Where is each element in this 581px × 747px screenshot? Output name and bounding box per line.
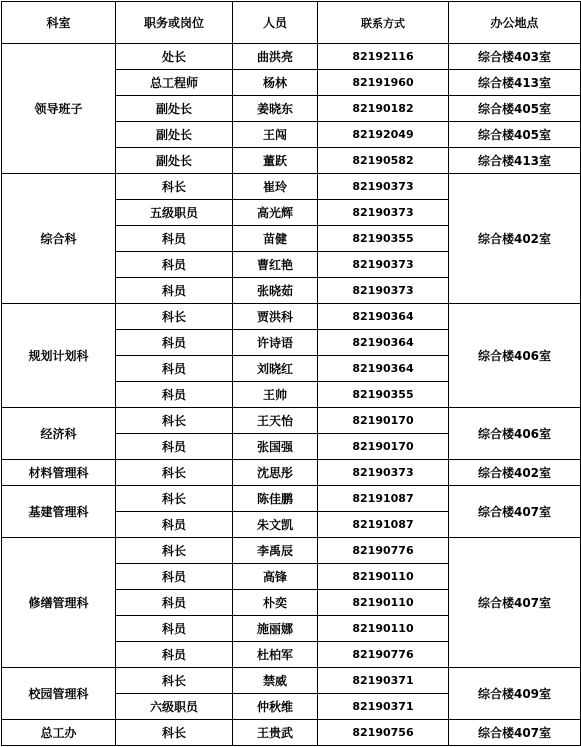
person-cell: 高光辉 (233, 200, 318, 226)
header-department: 科室 (2, 2, 116, 44)
phone-cell: 82190373 (318, 460, 449, 486)
phone-cell: 82190170 (318, 408, 449, 434)
phone-cell: 82191087 (318, 512, 449, 538)
department-name: 经济科 (2, 408, 116, 460)
table-row (2, 720, 581, 746)
table-row (2, 304, 581, 330)
office-cell: 综合楼403室 (449, 44, 581, 70)
person-cell: 杨林 (233, 70, 318, 96)
position-cell: 科长 (116, 538, 233, 564)
phone-cell: 82190776 (318, 642, 449, 668)
department-name: 总工办 (2, 720, 116, 746)
department-name: 领导班子 (2, 44, 116, 174)
position-cell: 科员 (116, 434, 233, 460)
table-header (2, 2, 581, 44)
position-cell: 科长 (116, 720, 233, 746)
contact-directory-table (1, 1, 581, 746)
position-cell: 副处长 (116, 122, 233, 148)
table-row (2, 408, 581, 434)
position-cell: 科长 (116, 408, 233, 434)
position-cell: 科长 (116, 174, 233, 200)
person-cell: 沈思彤 (233, 460, 318, 486)
header-position: 职务或岗位 (116, 2, 233, 44)
position-cell: 副处长 (116, 96, 233, 122)
position-cell: 科员 (116, 330, 233, 356)
header-office: 办公地点 (449, 2, 581, 44)
person-cell: 曹红艳 (233, 252, 318, 278)
person-cell: 张国强 (233, 434, 318, 460)
phone-cell: 82190373 (318, 252, 449, 278)
phone-cell: 82190756 (318, 720, 449, 746)
position-cell: 总工程师 (116, 70, 233, 96)
office-cell: 综合楼402室 (449, 174, 581, 304)
person-cell: 仲秋维 (233, 694, 318, 720)
position-cell: 科员 (116, 512, 233, 538)
department-name: 校园管理科 (2, 668, 116, 720)
position-cell: 科员 (116, 252, 233, 278)
person-cell: 王贵武 (233, 720, 318, 746)
phone-cell: 82190371 (318, 694, 449, 720)
phone-cell: 82192116 (318, 44, 449, 70)
office-cell: 综合楼413室 (449, 70, 581, 96)
person-cell: 王帅 (233, 382, 318, 408)
phone-cell: 82190110 (318, 590, 449, 616)
person-cell: 张晓茹 (233, 278, 318, 304)
position-cell: 科员 (116, 356, 233, 382)
department-name: 综合科 (2, 174, 116, 304)
table-row (2, 486, 581, 512)
person-cell: 崔玲 (233, 174, 318, 200)
department-name: 材料管理科 (2, 460, 116, 486)
office-cell: 综合楼407室 (449, 486, 581, 538)
position-cell: 科员 (116, 642, 233, 668)
position-cell: 科员 (116, 226, 233, 252)
phone-cell: 82190582 (318, 148, 449, 174)
phone-cell: 82190776 (318, 538, 449, 564)
person-cell: 施丽娜 (233, 616, 318, 642)
person-cell: 禁威 (233, 668, 318, 694)
person-cell: 董跃 (233, 148, 318, 174)
phone-cell: 82192049 (318, 122, 449, 148)
phone-cell: 82190364 (318, 356, 449, 382)
phone-cell: 82190355 (318, 226, 449, 252)
header-contact: 联系方式 (318, 2, 449, 44)
department-name: 修缮管理科 (2, 538, 116, 668)
office-cell: 综合楼409室 (449, 668, 581, 720)
office-cell: 综合楼402室 (449, 460, 581, 486)
person-cell: 陈佳鹏 (233, 486, 318, 512)
office-cell: 综合楼413室 (449, 148, 581, 174)
person-cell: 苗健 (233, 226, 318, 252)
phone-cell: 82190110 (318, 616, 449, 642)
phone-cell: 82190364 (318, 330, 449, 356)
phone-cell: 82191960 (318, 70, 449, 96)
phone-cell: 82190364 (318, 304, 449, 330)
person-cell: 王天怡 (233, 408, 318, 434)
phone-cell: 82190355 (318, 382, 449, 408)
person-cell: 朴奕 (233, 590, 318, 616)
table-row (2, 460, 581, 486)
person-cell: 许诗语 (233, 330, 318, 356)
office-cell: 综合楼405室 (449, 122, 581, 148)
phone-cell: 82190170 (318, 434, 449, 460)
position-cell: 科员 (116, 616, 233, 642)
person-cell: 刘晓红 (233, 356, 318, 382)
table-row (2, 668, 581, 694)
person-cell: 姜晓东 (233, 96, 318, 122)
position-cell: 五级职员 (116, 200, 233, 226)
office-cell: 综合楼407室 (449, 538, 581, 668)
position-cell: 科长 (116, 460, 233, 486)
position-cell: 科员 (116, 590, 233, 616)
position-cell: 处长 (116, 44, 233, 70)
position-cell: 科员 (116, 564, 233, 590)
header-row (2, 2, 581, 44)
person-cell: 李禹辰 (233, 538, 318, 564)
phone-cell: 82191087 (318, 486, 449, 512)
office-cell: 综合楼406室 (449, 408, 581, 460)
phone-cell: 82190371 (318, 668, 449, 694)
phone-cell: 82190182 (318, 96, 449, 122)
position-cell: 副处长 (116, 148, 233, 174)
person-cell: 高锋 (233, 564, 318, 590)
position-cell: 科长 (116, 304, 233, 330)
office-cell: 综合楼405室 (449, 96, 581, 122)
position-cell: 科员 (116, 278, 233, 304)
person-cell: 杜柏军 (233, 642, 318, 668)
position-cell: 科员 (116, 382, 233, 408)
phone-cell: 82190373 (318, 174, 449, 200)
phone-cell: 82190110 (318, 564, 449, 590)
department-name: 规划计划科 (2, 304, 116, 408)
table-body (2, 44, 581, 746)
person-cell: 曲洪亮 (233, 44, 318, 70)
person-cell: 朱文凯 (233, 512, 318, 538)
department-name: 基建管理科 (2, 486, 116, 538)
phone-cell: 82190373 (318, 278, 449, 304)
position-cell: 科长 (116, 668, 233, 694)
table-row (2, 44, 581, 70)
table-row (2, 538, 581, 564)
office-cell: 综合楼407室 (449, 720, 581, 746)
phone-cell: 82190373 (318, 200, 449, 226)
person-cell: 贾洪科 (233, 304, 318, 330)
position-cell: 六级职员 (116, 694, 233, 720)
header-person: 人员 (233, 2, 318, 44)
table-row (2, 174, 581, 200)
position-cell: 科长 (116, 486, 233, 512)
person-cell: 王闯 (233, 122, 318, 148)
office-cell: 综合楼406室 (449, 304, 581, 408)
